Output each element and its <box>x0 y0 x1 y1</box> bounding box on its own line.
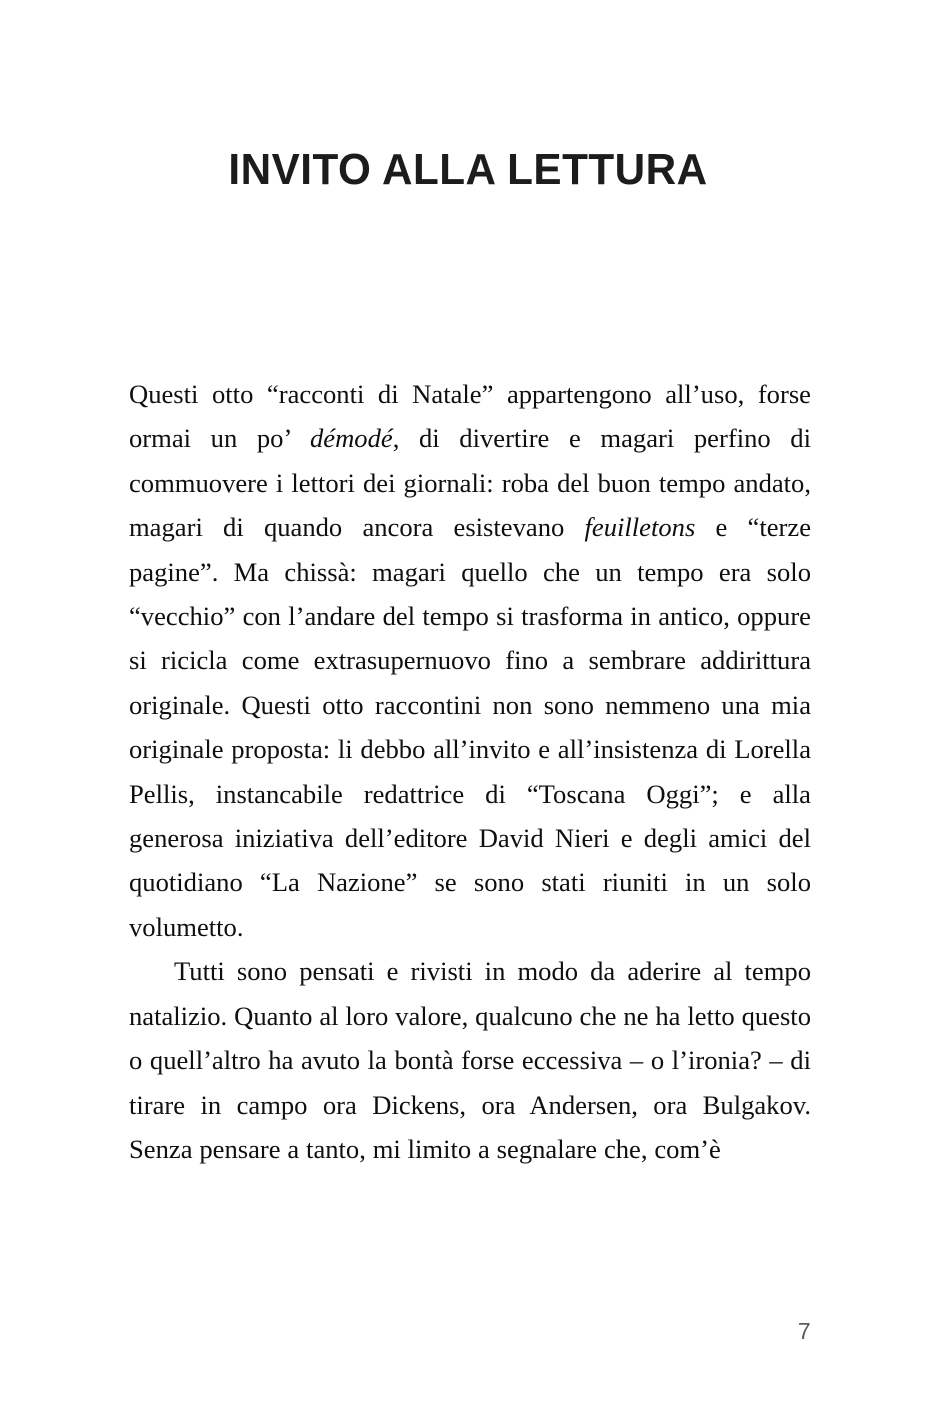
par1-run-2: , di divertire e magari perfino di commuovere i lettori dei giornali: roba del buon tempo andato, magari di quando ancora esistevano <box>129 423 811 543</box>
par1-run-3: e “terze pagine”. Ma chissà: magari quello che un tempo era solo “vecchio” con l’andare del tempo si trasforma in antico, oppure si ricicla come extrasupernuovo fino a sembrare addirittura originale. Questi otto raccontini non sono nemmeno una mia originale proposta: li debbo all’invito e all’insistenza di Lorella Pellis, instancabile redattrice di “Toscana Oggi”; e alla generosa iniziativa dell’editore David Nieri e degli amici del quotidiano “La Nazione” se sono stati riuniti in un solo volumetto. <box>129 512 811 942</box>
par1-italic-demode: démodé <box>309 423 393 454</box>
page-title: INVITO ALLA LETTURA <box>228 145 708 195</box>
par2-run-1: Tutti sono pensati e rivisti in modo da aderire al tempo natalizio. Quanto al loro valore, qualcuno che ne ha letto questo o quell’altro ha avuto la bontà forse eccessiva – o l’ironia? – di tirare in campo ora Dickens, ora Andersen, ora Bulgakov. Senza pensare a tanto, mi limito a segnalare che, com’è <box>129 956 811 1164</box>
page-number: 7 <box>797 1318 811 1344</box>
paragraph-2 <box>129 949 811 1171</box>
par1-run-1: Questi otto “racconti di Natale” appartengono all’uso, forse ormai un po’ <box>129 379 811 454</box>
par1-italic-feuilletons: feuilletons <box>584 512 696 543</box>
paragraph-1 <box>129 372 811 949</box>
body-text-block <box>129 372 811 1171</box>
